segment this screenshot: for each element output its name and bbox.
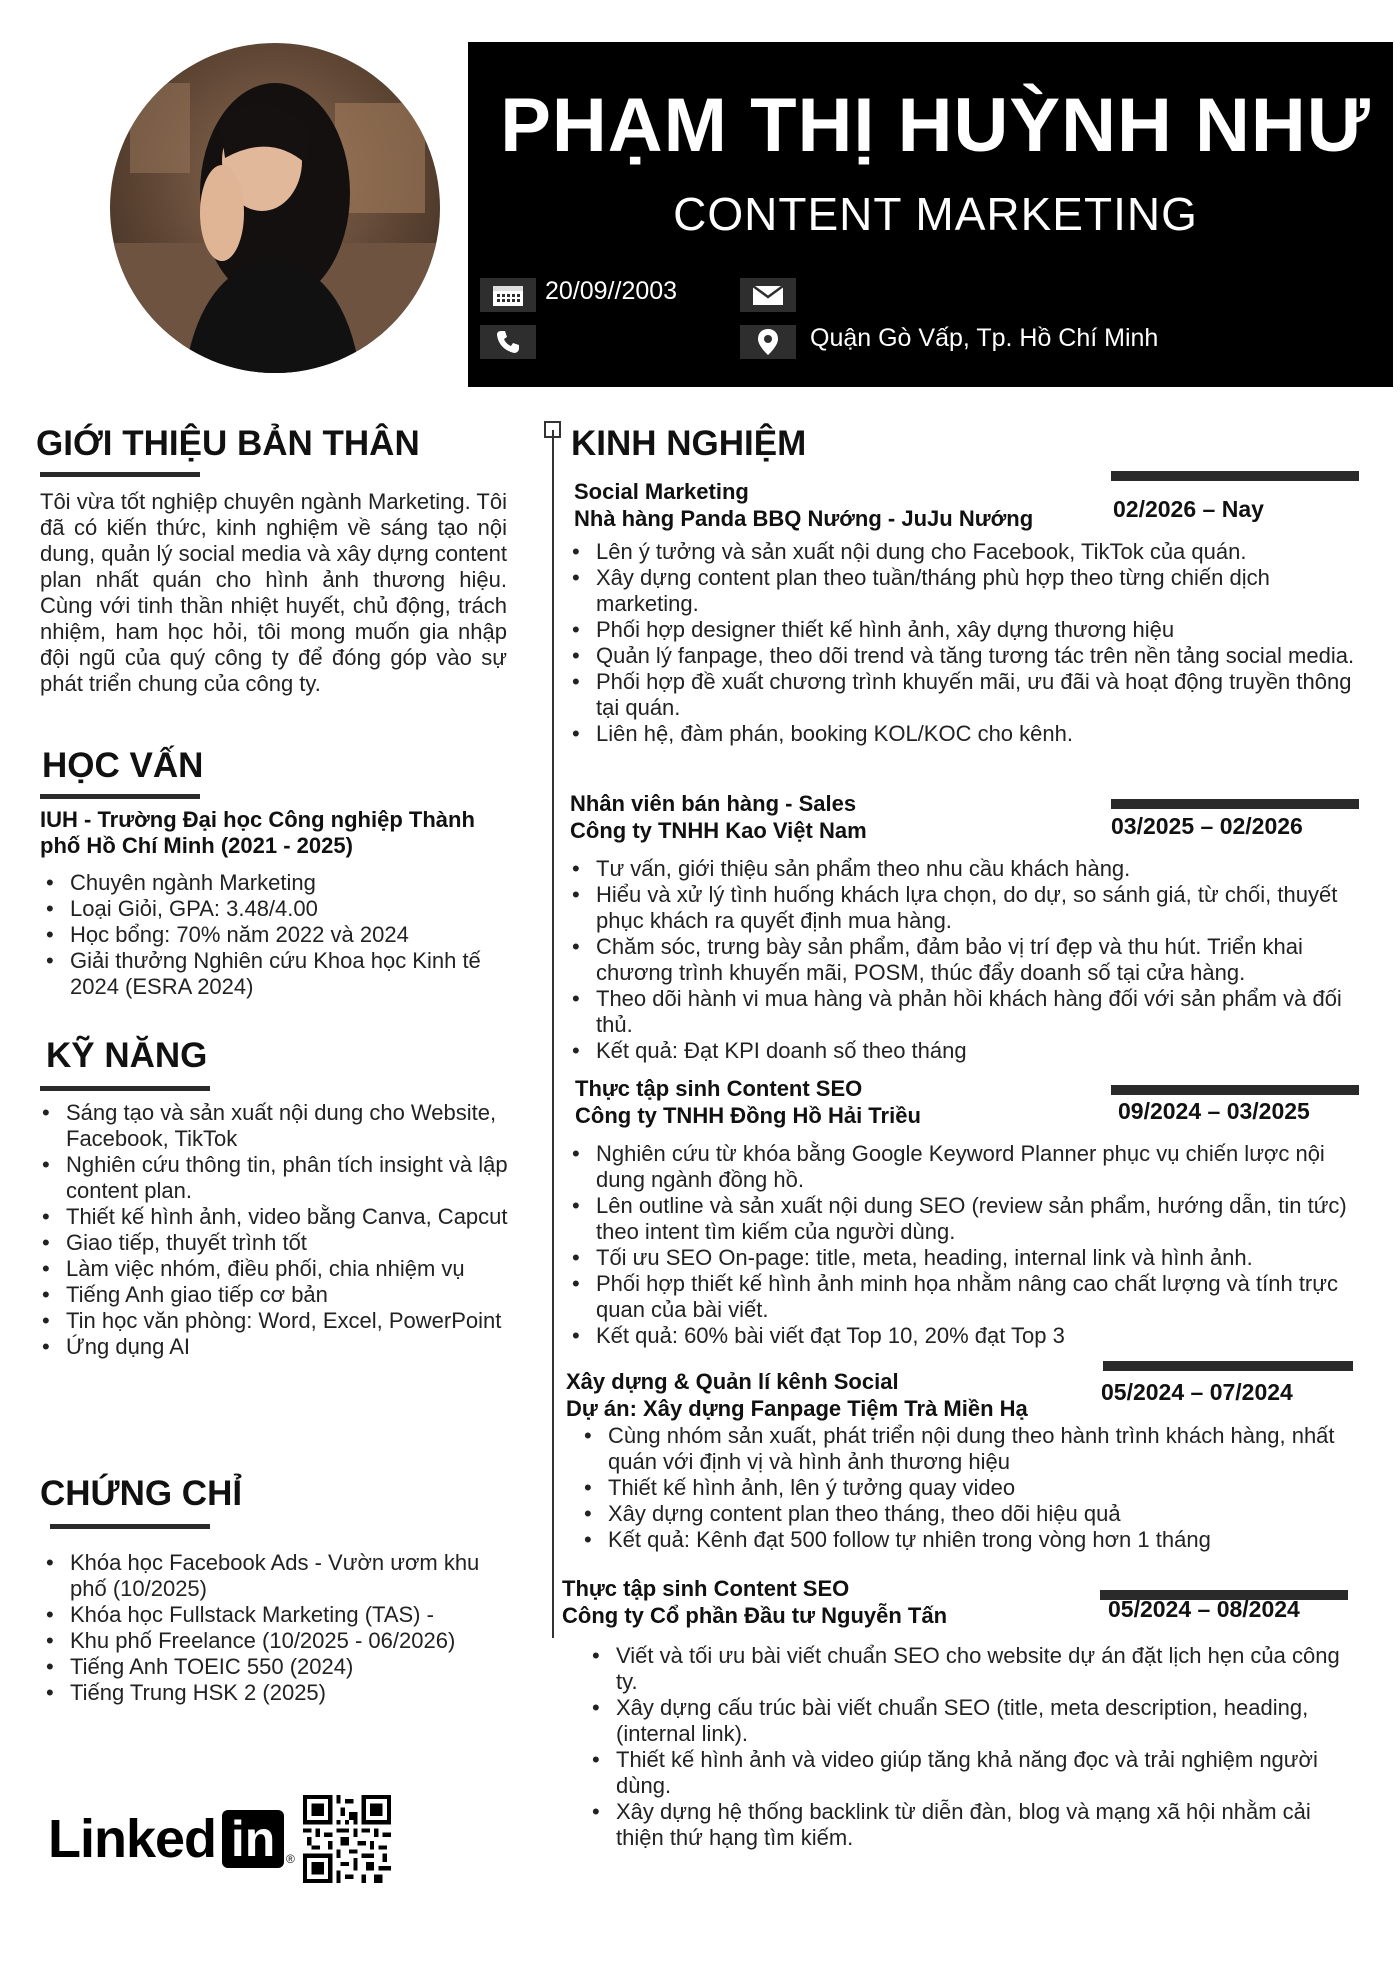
job-date: 05/2024 – 08/2024 xyxy=(1108,1596,1300,1622)
linkedin-logo[interactable] xyxy=(48,1808,295,1870)
skills-list xyxy=(38,1100,508,1360)
list-item: • Xây dựng content plan theo tuần/tháng phù hợp theo từng chiến dịch marketing. xyxy=(568,565,1358,617)
list-item: • Cùng nhóm sản xuất, phát triển nội dung theo hành trình khách hàng, nhất quán với định vị và hình ảnh thương hiệu xyxy=(580,1423,1350,1475)
address: Quận Gò Vấp, Tp. Hồ Chí Minh xyxy=(810,324,1159,352)
job-header xyxy=(574,478,1094,532)
list-item: • Khóa học Facebook Ads - Vườn ươm khu phố (10/2025) xyxy=(42,1550,512,1602)
job-header xyxy=(575,1075,1095,1129)
job-bullets xyxy=(588,1643,1358,1851)
list-item: • Tiếng Trung HSK 2 (2025) xyxy=(42,1680,512,1706)
job-date: 02/2026 – Nay xyxy=(1113,496,1264,522)
job-bullets xyxy=(568,1141,1358,1349)
job-role: Thực tập sinh Content SEO xyxy=(562,1576,850,1601)
list-item: • Phối hợp designer thiết kế hình ảnh, xây dựng thương hiệu xyxy=(568,617,1358,643)
list-item: • Chuyên ngành Marketing xyxy=(42,870,512,896)
job-role: Thực tập sinh Content SEO xyxy=(575,1076,863,1101)
candidate-name: PHẠM THỊ HUỲNH NHƯ xyxy=(500,83,1371,168)
phone-icon xyxy=(480,325,536,359)
job-company: Công ty TNHH Đồng Hồ Hải Triều xyxy=(575,1103,921,1128)
job-header xyxy=(570,790,1090,844)
linkedin-wordmark: Linked xyxy=(48,1809,217,1869)
list-item: • Ứng dụng AI xyxy=(38,1334,508,1360)
job-date-bar xyxy=(1111,1085,1359,1095)
list-item: • Học bổng: 70% năm 2022 và 2024 xyxy=(42,922,512,948)
job-header xyxy=(562,1575,1082,1629)
list-item: • Kết quả: Kênh đạt 500 follow tự nhiên trong vòng hơn 1 tháng xyxy=(580,1527,1350,1553)
job-bullets xyxy=(580,1423,1350,1553)
skills-heading: KỸ NĂNG xyxy=(46,1036,208,1075)
job-date: 05/2024 – 07/2024 xyxy=(1101,1379,1293,1405)
list-item: • Kết quả: Đạt KPI doanh số theo tháng xyxy=(568,1038,1358,1064)
education-school: IUH - Trường Đại học Công nghiệp Thành phố Hồ Chí Minh (2021 - 2025) xyxy=(40,807,475,858)
timeline-line xyxy=(552,430,554,1638)
list-item: • Tin học văn phòng: Word, Excel, PowerPoint xyxy=(38,1308,508,1334)
job-date: 03/2025 – 02/2026 xyxy=(1111,813,1303,839)
location-pin-icon xyxy=(740,325,796,359)
list-item: • Xây dựng hệ thống backlink từ diễn đàn, blog và mạng xã hội nhằm cải thiện thứ hạng tìm kiếm. xyxy=(588,1799,1358,1851)
list-item: • Khu phố Freelance (10/2025 - 06/2026) xyxy=(42,1628,512,1654)
skills-underline xyxy=(40,1086,210,1091)
list-item: • Thiết kế hình ảnh, lên ý tưởng quay video xyxy=(580,1475,1350,1501)
job-bullets xyxy=(568,856,1358,1064)
list-item: • Lên ý tưởng và sản xuất nội dung cho Facebook, TikTok của quán. xyxy=(568,539,1358,565)
list-item: • Xây dựng cấu trúc bài viết chuẩn SEO (title, meta description, heading, (internal link). xyxy=(588,1695,1358,1747)
list-item: • Phối hợp thiết kế hình ảnh minh họa nhằm nâng cao chất lượng và tính trực quan của bài viết. xyxy=(568,1271,1358,1323)
list-item: • Nghiên cứu thông tin, phân tích insight và lập content plan. xyxy=(38,1152,508,1204)
list-item: • Nghiên cứu từ khóa bằng Google Keyword Planner phục vụ chiến lược nội dung ngành đồng hồ. xyxy=(568,1141,1358,1193)
job-role: Xây dựng & Quản lí kênh Social xyxy=(566,1369,899,1394)
education-heading: HỌC VẤN xyxy=(42,746,204,785)
list-item: • Lên outline và sản xuất nội dung SEO (review sản phẩm, hướng dẫn, tin tức) theo intent tìm kiếm của người dùng. xyxy=(568,1193,1358,1245)
list-item: • Viết và tối ưu bài viết chuẩn SEO cho website dự án đặt lịch hẹn của công ty. xyxy=(588,1643,1358,1695)
job-role: Social Marketing xyxy=(574,479,749,504)
list-item: • Giao tiếp, thuyết trình tốt xyxy=(38,1230,508,1256)
qr-code-icon[interactable] xyxy=(303,1795,391,1883)
certificates-underline xyxy=(50,1524,210,1529)
list-item: • Chăm sóc, trưng bày sản phẩm, đảm bảo vị trí đẹp và thu hút. Triển khai chương trình khuyến mãi, POSM, thúc đẩy doanh số tại cửa hàng. xyxy=(568,934,1358,986)
about-heading: GIỚI THIỆU BẢN THÂN xyxy=(36,424,420,463)
experience-heading: KINH NGHIỆM xyxy=(571,424,807,463)
certificates-list xyxy=(42,1550,512,1706)
job-date-bar xyxy=(1111,471,1359,481)
list-item: • Tiếng Anh TOEIC 550 (2024) xyxy=(42,1654,512,1680)
job-date-bar xyxy=(1103,1361,1353,1371)
education-list xyxy=(42,870,512,1000)
job-company: Công ty Cổ phần Đầu tư Nguyễn Tấn xyxy=(562,1603,948,1628)
list-item: • Khóa học Fullstack Marketing (TAS) - xyxy=(42,1602,512,1628)
list-item: • Thiết kế hình ảnh và video giúp tăng khả năng đọc và trải nghiệm người dùng. xyxy=(588,1747,1358,1799)
list-item: • Tư vấn, giới thiệu sản phẩm theo nhu cầu khách hàng. xyxy=(568,856,1358,882)
list-item: • Sáng tạo và sản xuất nội dung cho Website, Facebook, TikTok xyxy=(38,1100,508,1152)
list-item: • Tối ưu SEO On-page: title, meta, heading, internal link và hình ảnh. xyxy=(568,1245,1358,1271)
job-company: Dự án: Xây dựng Fanpage Tiệm Trà Miền Hạ xyxy=(566,1396,1028,1421)
registered-mark: ® xyxy=(286,1852,295,1866)
header-banner xyxy=(468,42,1393,387)
list-item: • Kết quả: 60% bài viết đạt Top 10, 20% đạt Top 3 xyxy=(568,1323,1358,1349)
list-item: • Xây dựng content plan theo tháng, theo dõi hiệu quả xyxy=(580,1501,1350,1527)
list-item: • Liên hệ, đàm phán, booking KOL/KOC cho kênh. xyxy=(568,721,1358,747)
list-item: • Giải thưởng Nghiên cứu Khoa học Kinh tế 2024 (ESRA 2024) xyxy=(42,948,512,1000)
certificates-heading: CHỨNG CHỈ xyxy=(40,1474,243,1513)
list-item: • Loại Giỏi, GPA: 3.48/4.00 xyxy=(42,896,512,922)
about-underline xyxy=(40,472,200,477)
list-item: • Quản lý fanpage, theo dõi trend và tăng tương tác trên nền tảng social media. xyxy=(568,643,1358,669)
list-item: • Theo dõi hành vi mua hàng và phản hồi khách hàng đối với sản phẩm và đối thủ. xyxy=(568,986,1358,1038)
job-date: 09/2024 – 03/2025 xyxy=(1118,1098,1310,1124)
job-bullets xyxy=(568,539,1358,747)
profile-photo xyxy=(110,43,440,373)
job-company: Nhà hàng Panda BBQ Nướng - JuJu Nướng xyxy=(574,506,1034,531)
job-role: Nhân viên bán hàng - Sales xyxy=(570,791,857,816)
mail-icon xyxy=(740,278,796,312)
calendar-icon xyxy=(480,278,536,312)
about-text: Tôi vừa tốt nghiệp chuyên ngành Marketing. Tôi đã có kiến thức, kinh nghiệm về sáng tạo nội dung, quản lý social media và xây dựng content plan nhất quán cho hình ảnh thương hiệu. Cùng với tinh thần nhiệt huyết, chủ động, trách nhiệm, ham học hỏi, tôi mong muốn gia nhập đội ngũ của quý công ty để đóng góp vào sự phát triển chung của công ty. xyxy=(40,489,507,696)
job-date-bar xyxy=(1111,799,1359,809)
linkedin-in-icon: in xyxy=(222,1810,284,1868)
candidate-title: CONTENT MARKETING xyxy=(673,188,1198,240)
list-item: • Làm việc nhóm, điều phối, chia nhiệm vụ xyxy=(38,1256,508,1282)
list-item: • Phối hợp đề xuất chương trình khuyến mãi, ưu đãi và hoạt động truyền thông tại quán. xyxy=(568,669,1358,721)
birth-date: 20/09//2003 xyxy=(545,277,678,305)
list-item: • Thiết kế hình ảnh, video bằng Canva, Capcut xyxy=(38,1204,508,1230)
education-underline xyxy=(40,794,200,799)
job-company: Công ty TNHH Kao Việt Nam xyxy=(570,818,867,843)
list-item: • Tiếng Anh giao tiếp cơ bản xyxy=(38,1282,508,1308)
list-item: • Hiểu và xử lý tình huống khách lựa chọn, do dự, so sánh giá, từ chối, thuyết phục khách ra quyết định mua hàng. xyxy=(568,882,1358,934)
job-header xyxy=(566,1368,1086,1422)
